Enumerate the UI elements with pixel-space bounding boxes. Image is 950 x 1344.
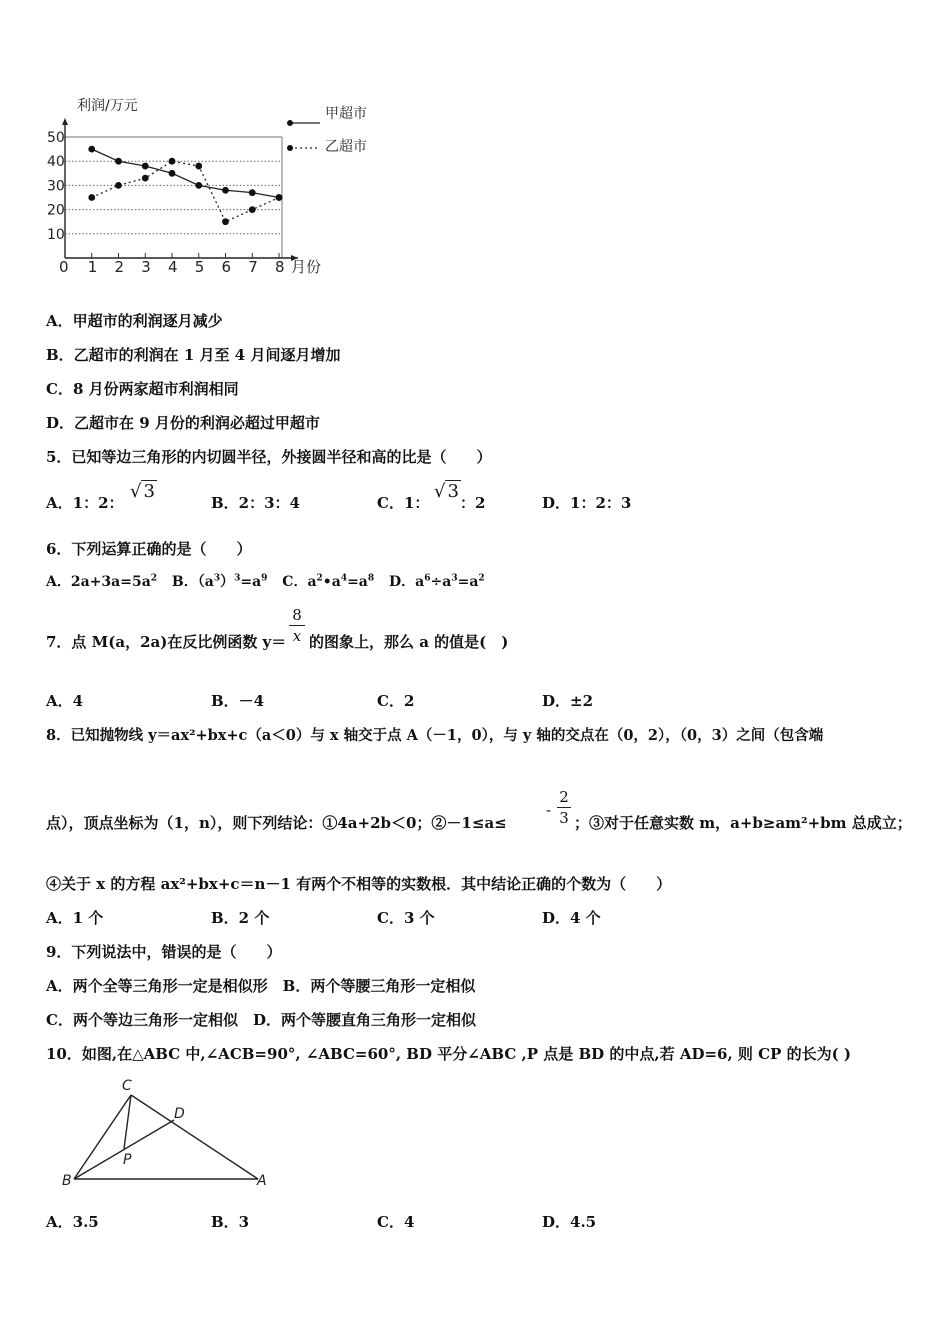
q5-option-c-suffix: ：2 <box>460 494 486 512</box>
segment-ca <box>131 1095 258 1179</box>
q6-option-a: A．$2a+3a=5a^2$ <box>46 573 158 590</box>
q4-option-c: C．8 月份两家超市利润相同 <box>46 380 239 398</box>
x-tick-label-6: 6 <box>221 258 232 276</box>
series-1-point-4 <box>169 170 176 177</box>
q8-line-2-pre: 点），顶点坐标为（1，n），则下列结论：①4a+2b＜0；②－1≤a≤ <box>46 814 507 832</box>
q5-option-c-prefix: C．1： <box>377 494 430 512</box>
q5-option-a: A．1：2： <box>46 494 124 512</box>
q9-stem: 9．下列说法中，错误的是（ ） <box>46 943 282 961</box>
q6-option-d: D．$a^6\div a^3=a^2$ <box>389 573 485 590</box>
series-1-point-1 <box>88 146 95 153</box>
point-label-p: P <box>123 1152 132 1168</box>
series-2-point-2 <box>115 182 122 189</box>
q10-option-c: C．4 <box>377 1213 415 1231</box>
q10-stem: 10．如图,在△ABC 中,∠ACB=90°, ∠ABC=60°, BD 平分∠ABC ,P 点是 BD 的中点,若 AD=6, 则 CP 的长为( ) <box>46 1045 852 1063</box>
q5-stem: 5．已知等边三角形的内切圆半径，外接圆半径和高的比是（ ） <box>46 448 492 466</box>
q7-fraction <box>289 606 305 645</box>
series-2-point-4 <box>169 158 176 165</box>
q7-fraction-denominator: x <box>292 627 302 645</box>
series-2-point-3 <box>142 175 149 182</box>
chart-legend <box>287 105 367 155</box>
chart-grid <box>65 137 282 258</box>
series-2-point-7 <box>249 206 256 213</box>
q8-option-b: B．2 个 <box>211 909 270 927</box>
q7-stem-post: 的图象上，那么 a 的值是( ) <box>309 633 509 651</box>
segment-bd <box>74 1120 174 1179</box>
series-1-point-2 <box>115 158 122 165</box>
legend-label-2: 乙超市 <box>325 139 367 155</box>
q10-option-d: D．4.5 <box>542 1213 597 1231</box>
q4-option-a: A．甲超市的利润逐月减少 <box>46 312 223 330</box>
legend-marker-2 <box>287 145 293 151</box>
chart-axes <box>62 118 298 261</box>
x-tick-label-4: 4 <box>168 258 178 276</box>
q5-option-c-sqrt: √ 3 <box>434 481 459 502</box>
q6-option-c: C．$a^2•a^4=a^8$ <box>282 573 375 590</box>
x-tick-label-0: 0 <box>59 258 69 276</box>
q7-option-c: C．2 <box>377 692 415 710</box>
q7-fraction-numerator: 8 <box>292 606 302 624</box>
y-tick-label-40: 40 <box>47 154 65 171</box>
q8-option-d: D．4 个 <box>542 909 601 927</box>
q8-fraction-numerator: 2 <box>559 788 569 806</box>
q5-option-d: D．1：2：3 <box>542 494 632 512</box>
chart-x-axis-label: 月份 <box>291 258 322 276</box>
y-tick-label-10: 10 <box>47 226 65 243</box>
q9-options-row-2: C．两个等边三角形一定相似 D．两个等腰直角三角形一定相似 <box>46 1011 476 1029</box>
q4-option-d: D．乙超市在 9 月份的利润必超过甲超市 <box>46 414 320 432</box>
point-label-d: D <box>174 1106 185 1122</box>
point-label-c: C <box>122 1078 132 1094</box>
y-tick-label-20: 20 <box>47 202 65 219</box>
q7-option-d: D．±2 <box>542 692 594 710</box>
chart-y-axis-label: 利润/万元 <box>77 98 138 114</box>
series-1-point-5 <box>195 182 202 189</box>
series-1-point-3 <box>142 163 149 170</box>
x-tick-label-2: 2 <box>114 258 125 276</box>
q8-option-c: C．3 个 <box>377 909 435 927</box>
legend-label-1: 甲超市 <box>325 106 367 122</box>
x-tick-label-1: 1 <box>87 258 98 276</box>
q8-negative-sign: - <box>546 801 552 819</box>
point-label-b: B <box>62 1173 72 1189</box>
x-tick-label-5: 5 <box>194 258 205 276</box>
series-1-point-6 <box>222 187 229 194</box>
series-1-point-7 <box>249 189 256 196</box>
series-2-point-5 <box>195 163 202 170</box>
q10-option-a: A．3.5 <box>46 1213 99 1231</box>
q4-option-b: B．乙超市的利润在 1 月至 4 月间逐月增加 <box>46 346 341 364</box>
q8-line-3: ④关于 x 的方程 ax²+bx+c＝n－1 有两个不相等的实数根．其中结论正确的个数为（ ） <box>46 875 672 893</box>
x-tick-label-8: 8 <box>275 258 285 276</box>
y-tick-label-50: 50 <box>47 130 65 146</box>
chart-ticks <box>47 130 285 276</box>
q8-fraction-denominator: 3 <box>559 809 569 827</box>
y-tick-label-30: 30 <box>47 178 65 195</box>
q10-option-b: B．3 <box>211 1213 250 1231</box>
y-axis-arrow <box>62 118 68 125</box>
q5-option-a-sqrt: √ 3 <box>130 481 155 502</box>
q8-line-1: 8．已知抛物线 y＝ax²+bx+c（a＜0）与 x 轴交于点 A（－1，0），与 y 轴的交点在（0，2），（0，3）之间（包含端 <box>46 727 824 744</box>
q8-option-a: A．1 个 <box>46 909 104 927</box>
q6-stem: 6．下列运算正确的是（ ） <box>46 540 252 558</box>
q9-options-row-1: A．两个全等三角形一定是相似形 B．两个等腰三角形一定相似 <box>46 977 476 995</box>
q6-options <box>46 572 485 592</box>
series-2-point-6 <box>222 218 229 225</box>
q6-option-b: B．$(a^3)^3=a^9$ <box>171 573 268 590</box>
x-tick-label-7: 7 <box>248 258 258 276</box>
profit-line-chart <box>40 90 400 290</box>
q7-stem-pre: 7．点 M(a，2a)在反比例函数 y＝ <box>46 633 287 651</box>
triangle-figure <box>60 1072 280 1192</box>
point-label-a: A <box>257 1173 267 1189</box>
q7-option-b: B．－4 <box>211 692 265 710</box>
x-tick-label-3: 3 <box>141 258 151 276</box>
series-2-point-8 <box>276 194 283 201</box>
q5-option-b: B．2：3：4 <box>211 494 300 512</box>
q7-option-a: A．4 <box>46 692 84 710</box>
q8-fraction <box>557 788 571 827</box>
q8-line-2-post: ；③对于任意实数 m，a+b≥am²+bm 总成立； <box>574 814 912 832</box>
series-2-point-1 <box>88 194 95 201</box>
legend-marker-1 <box>287 120 293 126</box>
